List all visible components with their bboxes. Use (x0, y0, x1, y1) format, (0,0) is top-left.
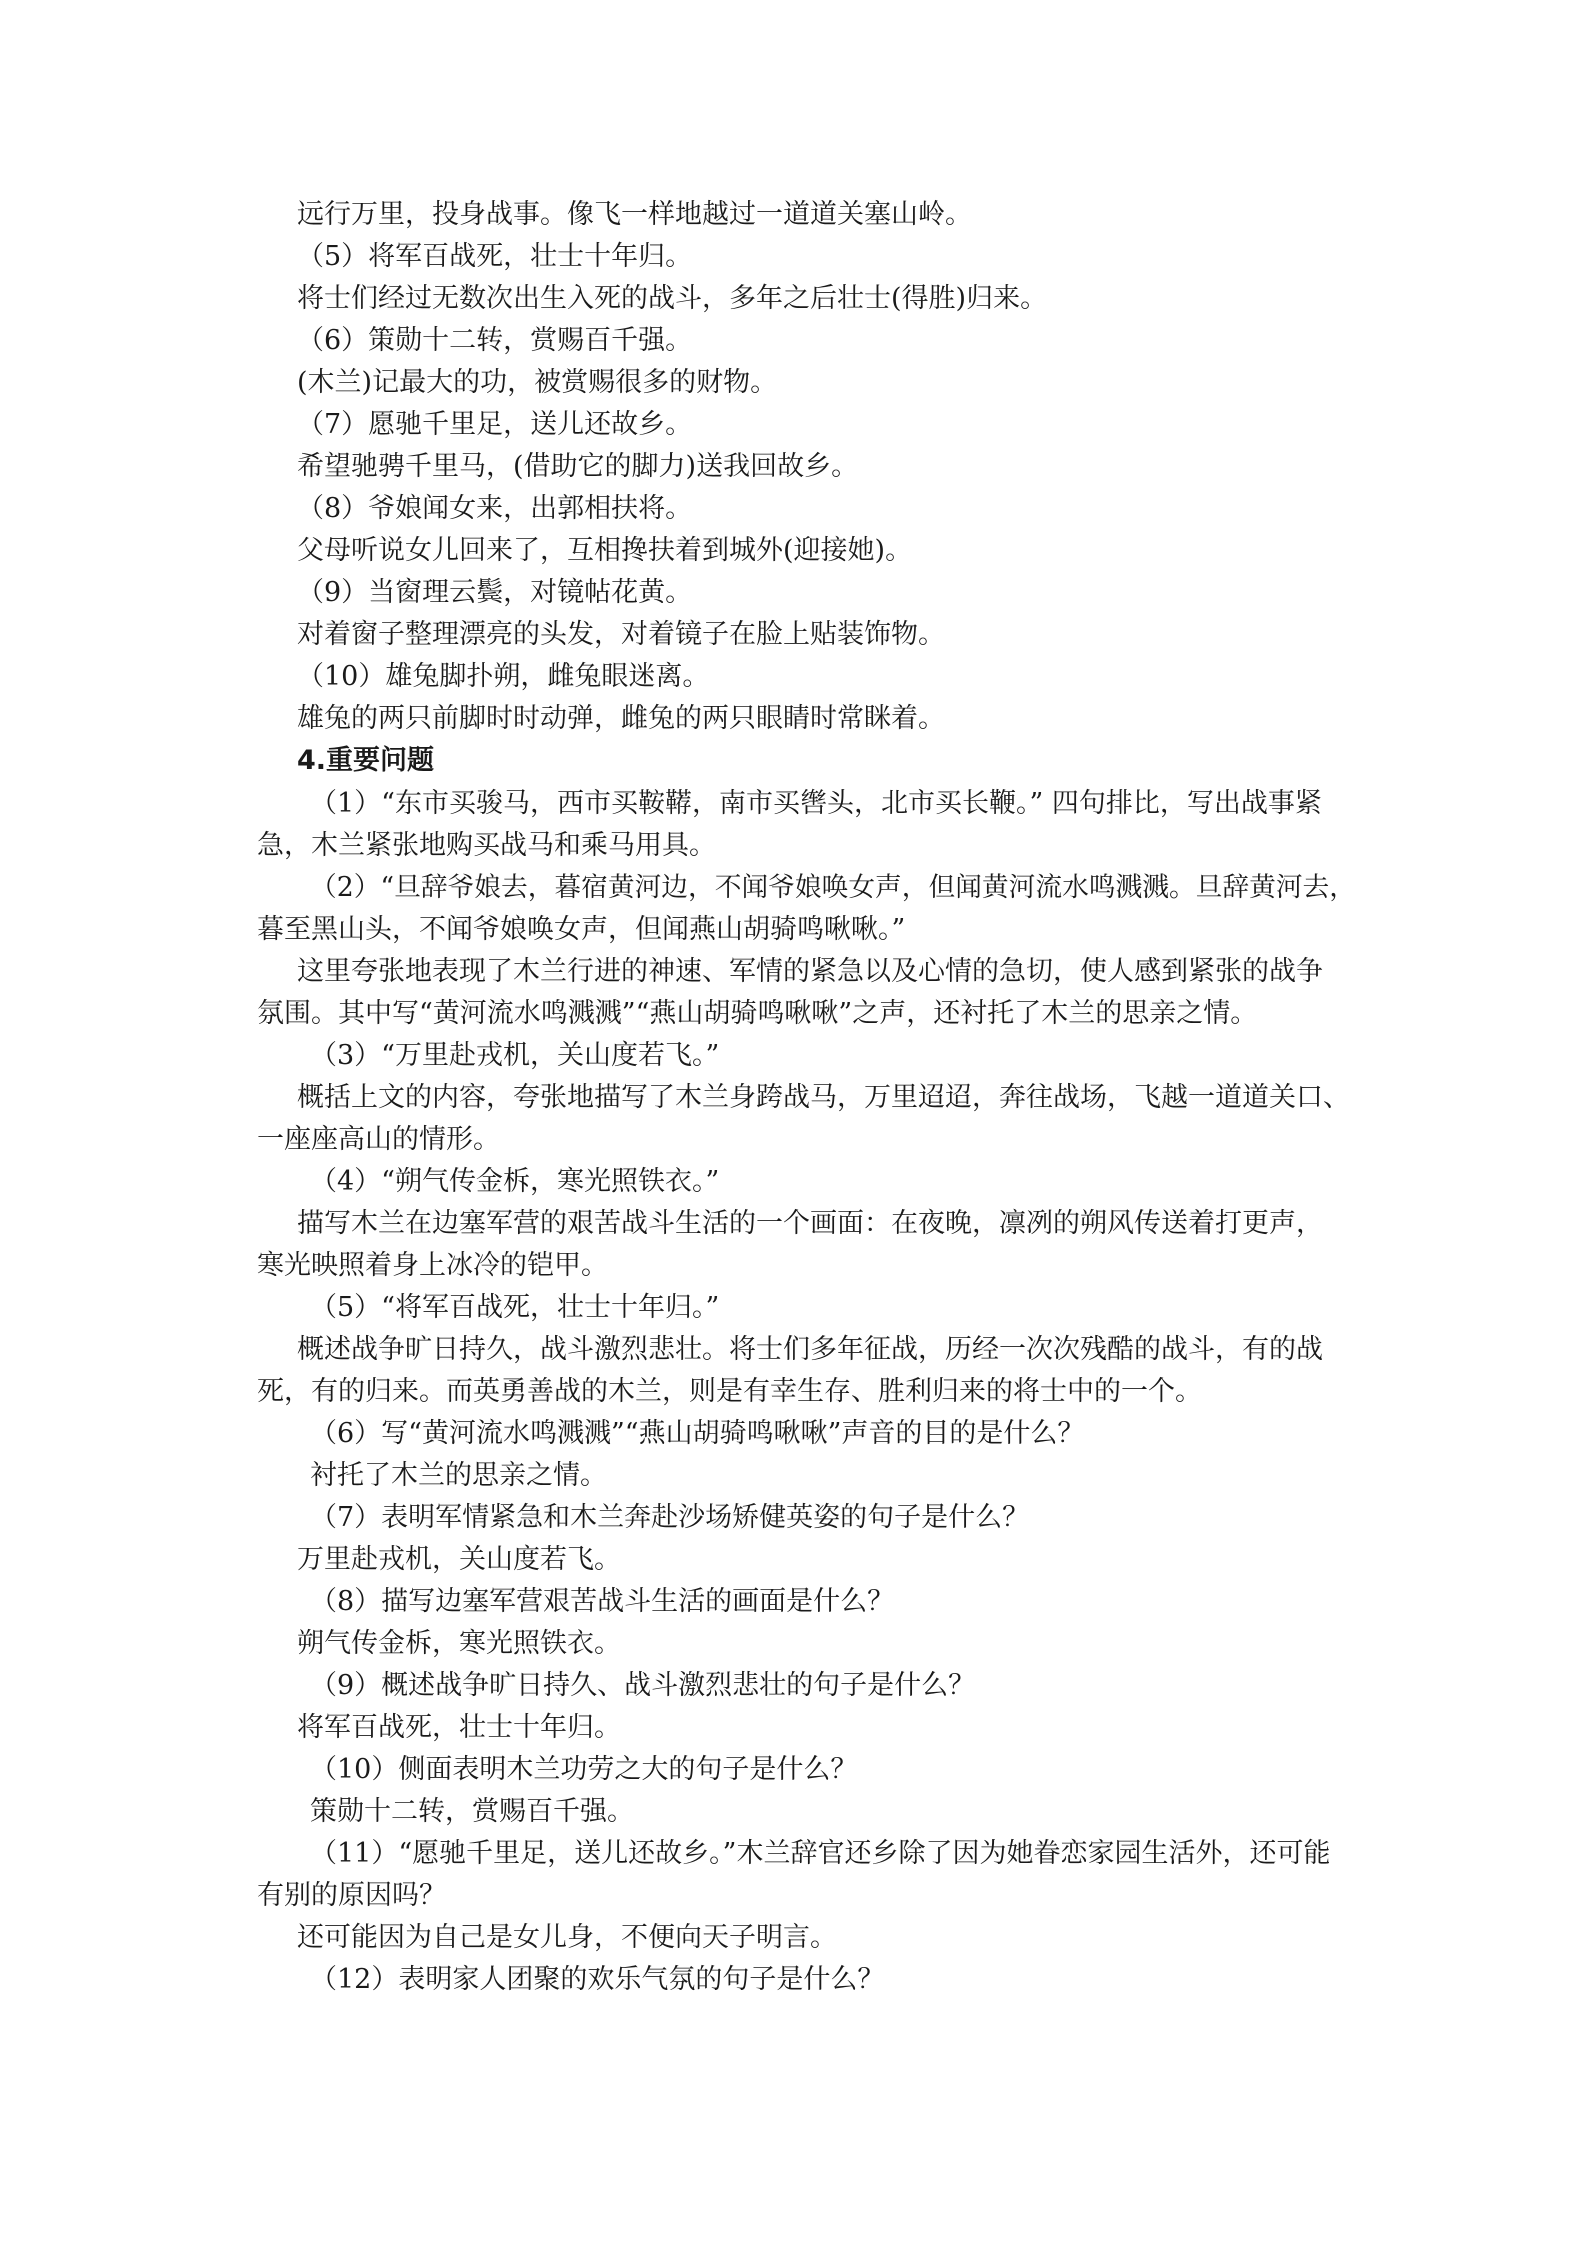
text-line: （9）概述战争旷日持久、战斗激烈悲壮的句子是什么？ (310, 1670, 976, 1701)
text-line: 有别的原因吗？ (257, 1880, 446, 1911)
text-line: （1）“东市买骏马，西市买鞍鞯，南市买辔头，北市买长鞭。” 四句排比，写出战事紧 (310, 788, 1322, 819)
text-line: （7）愿驰千里足，送儿还故乡。 (297, 409, 693, 440)
text-line: （2）“旦辞爷娘去，暮宿黄河边，不闻爷娘唤女声，但闻黄河流水鸣溅溅。旦辞黄河去， (310, 872, 1356, 903)
text-line: （6）策勋十二转，赏赐百千强。 (297, 325, 693, 356)
text-line: 一座座高山的情形。 (257, 1124, 500, 1155)
text-line: 将士们经过无数次出生入死的战斗，多年之后壮士(得胜)归来。 (297, 283, 1048, 314)
text-line: （5）“将军百战死，壮士十年归。” (310, 1292, 720, 1323)
text-line: (木兰)记最大的功，被赏赐很多的财物。 (297, 367, 778, 398)
text-line: 暮至黑山头，不闻爷娘唤女声，但闻燕山胡骑鸣啾啾。” (257, 914, 906, 945)
text-line: （6）写“黄河流水鸣溅溅”“燕山胡骑鸣啾啾”声音的目的是什么？ (310, 1418, 1085, 1449)
text-line: （9）当窗理云鬓，对镜帖花黄。 (297, 577, 693, 608)
text-line: 远行万里，投身战事。像飞一样地越过一道道关塞山岭。 (297, 199, 972, 230)
text-line: （10）雄兔脚扑朔，雌兔眼迷离。 (297, 661, 710, 692)
text-line: 父母听说女儿回来了，互相搀扶着到城外(迎接她)。 (297, 535, 913, 566)
text-line: 朔气传金柝，寒光照铁衣。 (297, 1628, 621, 1659)
text-line: （5）将军百战死，壮士十年归。 (297, 241, 693, 272)
text-line: 对着窗子整理漂亮的头发，对着镜子在脸上贴装饰物。 (297, 619, 945, 650)
text-line: 策勋十二转，赏赐百千强。 (310, 1796, 634, 1827)
text-line: 死，有的归来。而英勇善战的木兰，则是有幸生存、胜利归来的将士中的一个。 (257, 1376, 1202, 1407)
text-line: （8）描写边塞军营艰苦战斗生活的画面是什么？ (310, 1586, 895, 1617)
text-line: 衬托了木兰的思亲之情。 (310, 1460, 607, 1491)
text-line: 寒光映照着身上冰冷的铠甲。 (257, 1250, 608, 1281)
text-line: 还可能因为自己是女儿身，不便向天子明言。 (297, 1922, 837, 1953)
text-line: 希望驰骋千里马，(借助它的脚力)送我回故乡。 (297, 451, 859, 482)
text-line: 概述战争旷日持久，战斗激烈悲壮。将士们多年征战，历经一次次残酷的战斗，有的战 (297, 1334, 1323, 1365)
text-line: （4）“朔气传金柝，寒光照铁衣。” (310, 1166, 720, 1197)
text-line: 描写木兰在边塞军营的艰苦战斗生活的一个画面：在夜晚，凛冽的朔风传送着打更声， (297, 1208, 1323, 1239)
text-line: （10）侧面表明木兰功劳之大的句子是什么？ (310, 1754, 858, 1785)
text-line: 将军百战死，壮士十年归。 (297, 1712, 621, 1743)
text-line: （11）“愿驰千里足，送儿还故乡。”木兰辞官还乡除了因为她眷恋家园生活外，还可能 (310, 1838, 1331, 1869)
text-line: （12）表明家人团聚的欢乐气氛的句子是什么？ (310, 1964, 885, 1995)
text-line: （3）“万里赴戎机，关山度若飞。” (310, 1040, 720, 1071)
text-line: 这里夸张地表现了木兰行进的神速、军情的紧急以及心情的急切，使人感到紧张的战争 (297, 956, 1323, 987)
text-line: 氛围。其中写“黄河流水鸣溅溅”“燕山胡骑鸣啾啾”之声，还衬托了木兰的思亲之情。 (257, 998, 1258, 1029)
text-line: 急，木兰紧张地购买战马和乘马用具。 (257, 830, 716, 861)
text-line: 雄兔的两只前脚时时动弹，雌兔的两只眼睛时常眯着。 (297, 703, 945, 734)
text-line: （7）表明军情紧急和木兰奔赴沙场矫健英姿的句子是什么？ (310, 1502, 1030, 1533)
text-line: （8）爷娘闻女来，出郭相扶将。 (297, 493, 693, 524)
text-line: 概括上文的内容，夸张地描写了木兰身跨战马，万里迢迢，奔往战场，飞越一道道关口、 (297, 1082, 1350, 1113)
text-line: 万里赴戎机，关山度若飞。 (297, 1544, 621, 1575)
section-heading: 4.重要问题 (297, 745, 435, 776)
